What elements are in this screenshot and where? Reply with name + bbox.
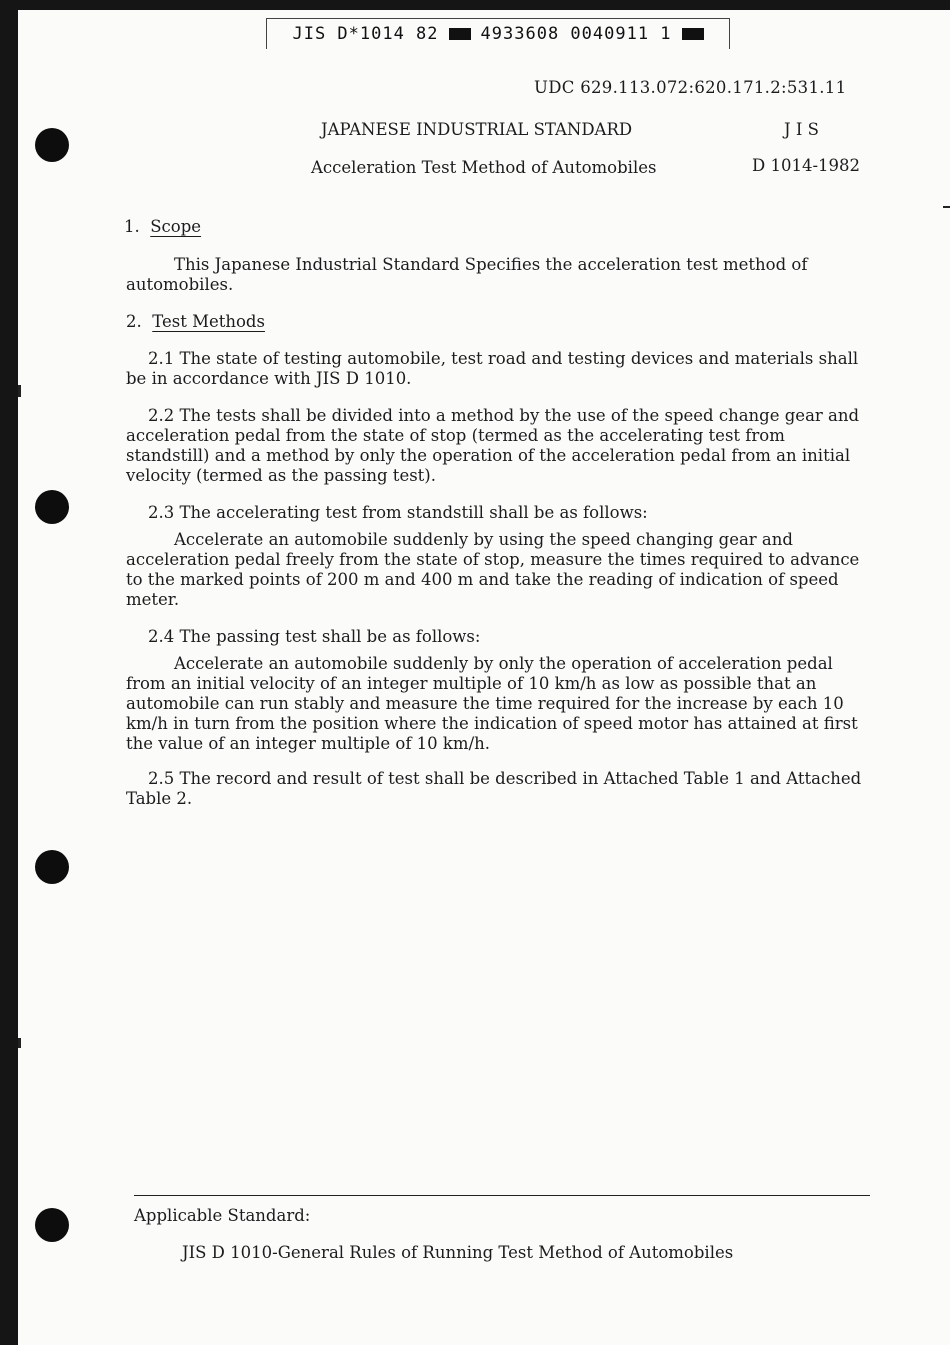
- section-title: Scope: [150, 217, 202, 236]
- paragraph-2-4: [126, 627, 866, 647]
- paragraph-2-3-detail: [126, 530, 866, 610]
- paragraph-text: The state of testing automobile, test road and testing devices and materials shall be in accordance with JIS D 1010.: [126, 349, 859, 388]
- applicable-standard-item: JIS D 1010-General Rules of Running Test Method of Automobiles: [182, 1243, 734, 1262]
- paragraph-2-5: [126, 769, 866, 809]
- applicable-standard-label: Applicable Standard:: [134, 1206, 311, 1225]
- paragraph-text: The record and result of test shall be described in Attached Table 1 and Attached Table 2.: [126, 769, 862, 808]
- scan-mark: [943, 206, 950, 208]
- punch-hole-icon: [35, 128, 69, 162]
- standard-title: JAPANESE INDUSTRIAL STANDARD: [321, 120, 633, 139]
- jis-label: J I S: [784, 120, 819, 139]
- punch-hole-icon: [35, 1208, 69, 1242]
- redaction-block-icon: [449, 28, 471, 40]
- punch-hole-icon: [35, 850, 69, 884]
- paragraph-2-3: [126, 503, 866, 523]
- section-number: 1.: [124, 217, 140, 236]
- paragraph-2-2: [126, 406, 866, 486]
- clause-number: 2.4: [148, 627, 175, 646]
- clause-number: 2.3: [148, 503, 175, 522]
- scan-top-border: [0, 0, 950, 10]
- document-title: Acceleration Test Method of Automobiles: [311, 158, 657, 177]
- document-number: D 1014-1982: [752, 156, 861, 175]
- scan-mark: [18, 385, 21, 397]
- scope-paragraph: [126, 255, 866, 295]
- paragraph-text: This Japanese Industrial Standard Specifies the acceleration test method of automobiles.: [126, 255, 808, 294]
- section-number: 2.: [126, 312, 142, 331]
- udc-code: UDC 629.113.072:620.171.2:531.11: [534, 78, 847, 97]
- header-strip-right: 4933608 0040911 1: [480, 24, 672, 44]
- header-strip: [266, 18, 730, 49]
- header-strip-left: JIS D*1014 82: [292, 24, 439, 44]
- paragraph-text: The accelerating test from standstill shall be as follows:: [179, 503, 648, 522]
- paragraph-text: Accelerate an automobile suddenly by using the speed changing gear and acceleration pedal freely from the state of stop, measure the times required to advance to the marked points of 200 m and 400 m and take the reading of indication of speed meter.: [126, 530, 860, 609]
- footer-divider: [134, 1195, 870, 1196]
- paragraph-2-1: [126, 349, 866, 389]
- clause-number: 2.5: [148, 769, 175, 788]
- paragraph-2-4-detail: [126, 654, 866, 754]
- punch-hole-icon: [35, 490, 69, 524]
- section-2-heading: [126, 314, 265, 331]
- clause-number: 2.1: [148, 349, 175, 368]
- paragraph-text: Accelerate an automobile suddenly by only the operation of acceleration pedal from an initial velocity of an integer multiple of 10 km/h as low as possible that an automobile can run stably and measure the time required for the increase by each 10 km/h in turn from the position where the indication of speed motor has attained at first the value of an integer multiple of 10 km/h.: [126, 654, 858, 753]
- section-1-heading: [124, 219, 201, 236]
- redaction-block-icon: [682, 28, 704, 40]
- paragraph-text: The passing test shall be as follows:: [179, 627, 481, 646]
- paragraph-text: The tests shall be divided into a method by the use of the speed change gear and acceleration pedal from the state of stop (termed as the accelerating test from standstill) and a method by only the operation of the acceleration pedal from an initial velocity (termed as the passing test).: [126, 406, 860, 485]
- scan-mark: [18, 1038, 21, 1048]
- section-title: Test Methods: [152, 312, 265, 331]
- clause-number: 2.2: [148, 406, 175, 425]
- scan-left-border: [0, 0, 18, 1345]
